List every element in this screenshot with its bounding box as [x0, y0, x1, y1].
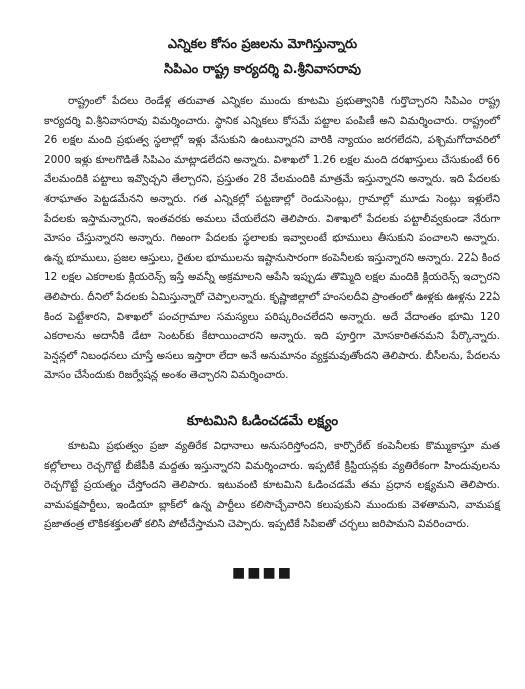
section-heading: కూటమిని ఓడించడమే లక్ష్యం	[186, 413, 339, 429]
headline: ఎన్నికల కోసం ప్రజలను మోగిస్తున్నారు	[167, 37, 358, 52]
subheadline: సిపిఎం రాష్ట్ర కార్యదర్శి వి.శ్రీనివాసరావు	[164, 62, 361, 77]
body-paragraph-2: కూటమి ప్రభుత్వం ప్రజా వ్యతిరేక విధానాలు అనుసరిస్తోందని, కార్పొరేట్ కంపెనీలకు కొమ్ముకాస్తూ మత కల్లోలాలు రెచ్చగొట్టే బీజేపీకి మద్దతు ఇస్తున్నారని విమర్శించారు. ఇప్పటికే క్రిస్టియన్లకు వ్యతిరేకంగా హిందువులను రెచ్చగొట్టే ప్రయత్నం చేస్తోందని తెలిపారు. ఇటువంటి కూటమిని ఓడించడమే తమ ప్రధాన లక్ష్యమని తెలిపారు. వామపక్షపార్టీలు, ఇండియా బ్లాక్‌లో ఉన్న పార్టీలు కలిసొచ్చేవారిని కలుపుకుని ముందుకు వెళతామని, వామపక్ష ప్రజాతంత్ర లౌకికశక్తులతో కలిసి పోటీచేస్తామని చెప్పారు. ఇప్పటికే సిపిఐతో చర్చలు జరిపామని వివరించారు.	[44, 440, 500, 531]
end-separator: ■■■■	[232, 565, 293, 581]
body-paragraph-1: రాష్ట్రంలో పేదలు రెండేళ్ల తరువాత ఎన్నికల ముందు కూటమి ప్రభుత్వానికి గుర్తొచ్చారని సిపిఎం రాష్ట్ర కార్యదర్శి వి.శ్రీనివాసరావు విమర్శించారు. స్థానిక ఎన్నికలు కోసమే పట్టాల పంపిణీ అని విమర్శించారు. రాష్ట్రంలో 26 లక్షల మంది ప్రభుత్వ స్థలాల్లో ఇళ్లు వేసుకుని ఉంటున్నారని వారికి న్యాయం జరగలేదని, పశ్చిమగోదావరిలో 2000 ఇళ్లు కూలగొడితే సిపిఎం మాట్లాడలేదని అన్నారు. విశాఖలో 1.26 లక్షల మంది దరఖాస్తులు చేసుకుంటే 66 వేలమందికి పట్టాలు ఇవ్వొచ్చని తేల్చారని, ప్రస్తుతం 28 వేలమందికి మాత్రమే ఇస్తున్నారని అన్నారు. ఇది పేదలకు శరాఘాతం పెట్టడమేనని అన్నారు. గత ఎన్నికల్లో పట్టణాల్లో రెండుసెంట్లు, గ్రామాల్లో మూడు సెంట్లు ఇళ్లులేని పేదలకు ఇస్తామన్నారని, ఇంతవరకు అమలు చేయలేదని తెలిపారు. విశాఖలో పేదలకు పట్టాలీవ్వకుండా నేరుగా మోసం చేస్తున్నారని అన్నారు. గిఱంగా పేదలకు స్థలాలకు ఇవ్వాలంటే భూములు తీసుకుని పంచాలని అన్నారు. ఉన్న భూములు, ప్రజల ఆస్తులు, రైతుల భూములను ఇష్టానుసారంగా కంపెనీలకు ఇస్తున్నారని అన్నారు. 22ఏ కింద 12 లక్షల ఎకరాలకు క్లియరెన్స్ ఇస్తే అవన్నీ అక్రమాలని ఆపేసి ఇప్పుడు తొమ్మిది లక్షల మందికి క్లియరెన్స్ ఇచ్చారని తెలిపారు. దీనిలో పేదలకు ఏమిస్తున్నారో చెప్పాలన్నారు. కృష్ణాజిల్లాలో హంసలదీవి ప్రాంతంలో ఊళ్లకు ఊళ్లను 22ఏ కింద పెట్టేశారని, విశాఖలో పంచగ్రామాల సమస్యలు పరిష్కరించలేదని అన్నారు. అదే వేదాంతం భూమి 120 ఎకరాలను అదానీకి డేటా సెంటర్‌కు కేటాయించారని అన్నారు. ఇది పూర్తిగా మోసకారితనమని పేర్కొన్నారు. పెన్షన్లలో నిబంధనలు చూస్తే అసలు ఇస్తారా లేదా అనే అనుమానం వ్యక్తమవుతోందని తెలిపారు. బీసీలను, పేదలను మోసం చేసేందుకు రిజర్వేషన్ల అంశం తెచ్చారని విమర్శించారు.	[44, 95, 500, 382]
